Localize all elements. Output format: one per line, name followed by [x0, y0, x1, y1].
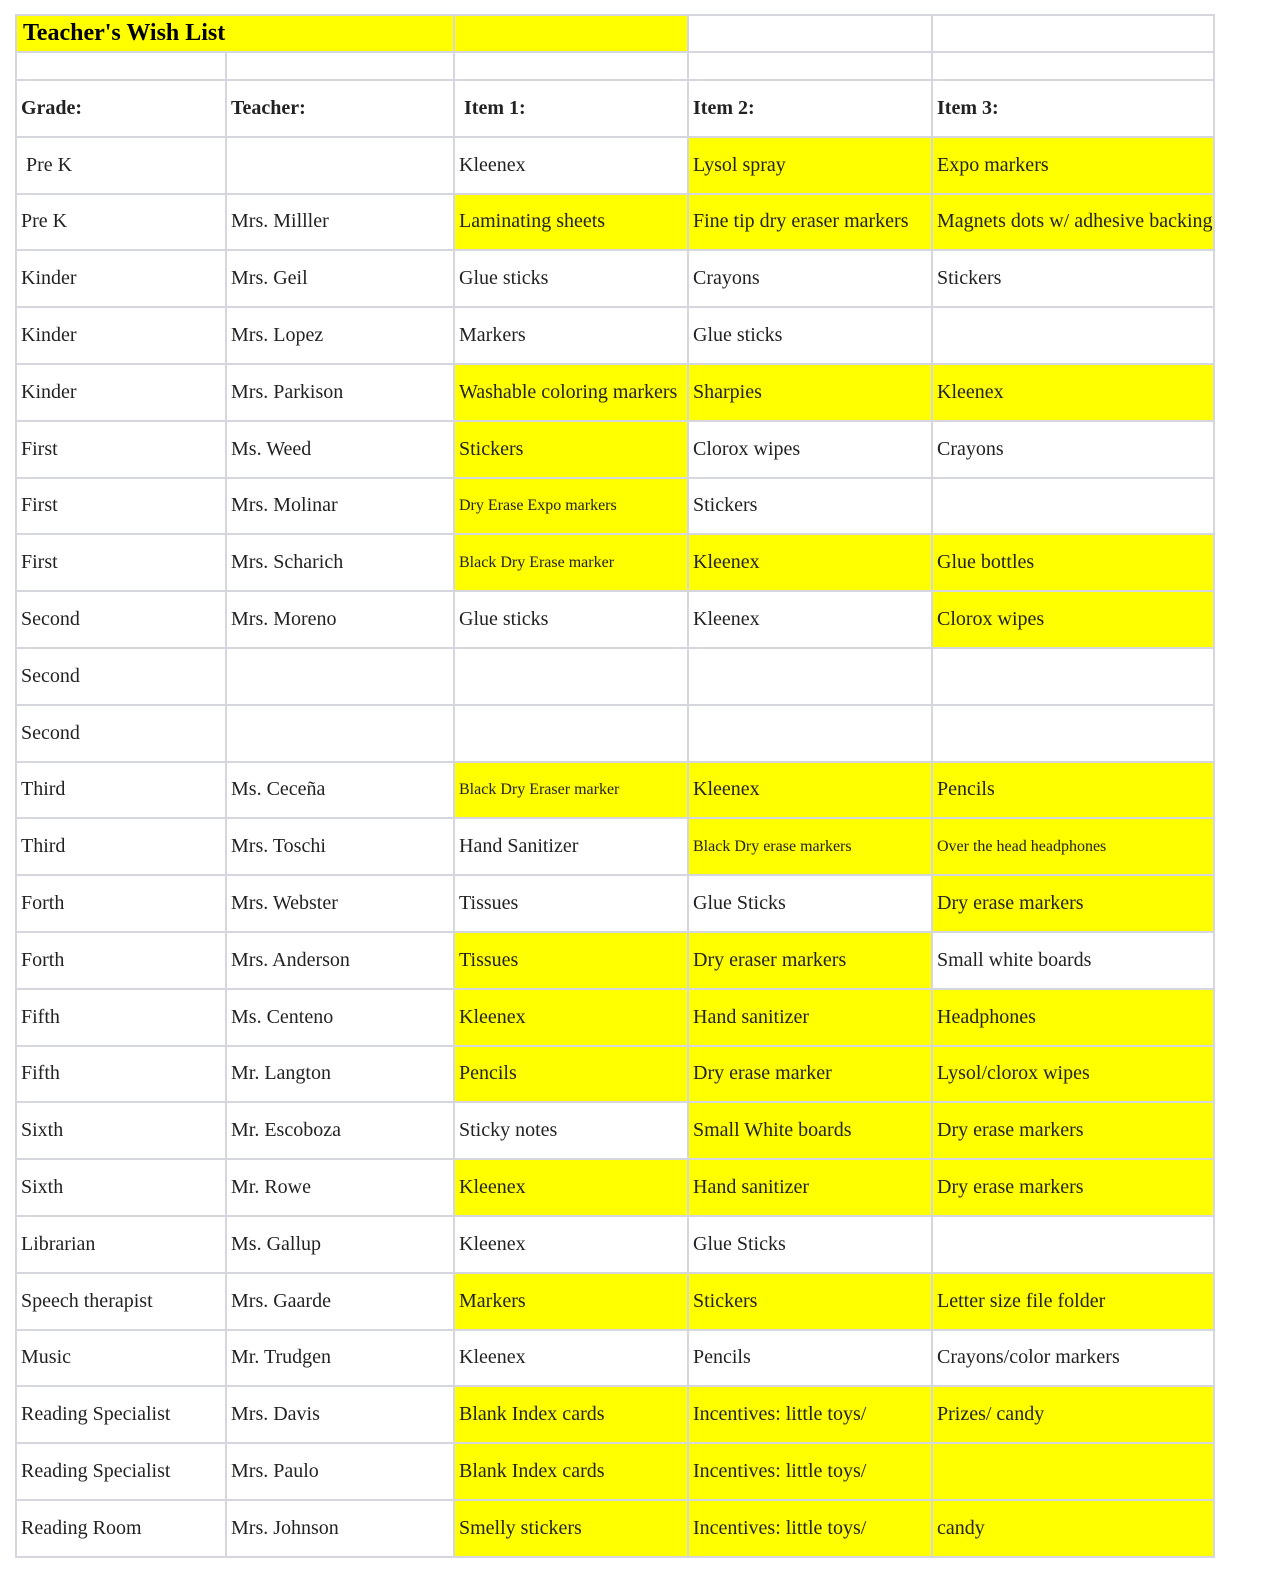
- item-1-cell[interactable]: Hand Sanitizer: [454, 818, 688, 875]
- teacher-cell[interactable]: Ms. Ceceña: [226, 762, 454, 819]
- empty-cell[interactable]: [16, 52, 226, 80]
- item-2-cell[interactable]: Kleenex: [688, 591, 932, 648]
- header-teacher[interactable]: Teacher:: [226, 80, 454, 137]
- item-2-cell[interactable]: Sharpies: [688, 364, 932, 421]
- grade-cell[interactable]: Pre K: [16, 194, 226, 251]
- grade-cell[interactable]: Third: [16, 762, 226, 819]
- teacher-cell[interactable]: [226, 705, 454, 762]
- item-3-cell[interactable]: Dry erase markers: [932, 1159, 1214, 1216]
- table-row: [16, 307, 1214, 364]
- item-2-cell[interactable]: Hand sanitizer: [688, 989, 932, 1046]
- item-3-cell[interactable]: Dry erase markers: [932, 1102, 1214, 1159]
- item-1-cell[interactable]: Kleenex: [454, 1330, 688, 1387]
- header-item-1[interactable]: Item 1:: [454, 80, 688, 137]
- grade-cell[interactable]: Fifth: [16, 1046, 226, 1103]
- table-row: [16, 1330, 1214, 1387]
- item-3-cell[interactable]: Clorox wipes: [932, 591, 1214, 648]
- table-row: [16, 194, 1214, 251]
- table-row: [16, 1443, 1214, 1500]
- table-row: [16, 1102, 1214, 1159]
- teacher-cell[interactable]: Mrs. Geil: [226, 250, 454, 307]
- item-1-cell[interactable]: Dry Erase Expo markers: [454, 478, 688, 535]
- table-row: [16, 1046, 1214, 1103]
- table-row: [16, 1216, 1214, 1273]
- item-2-cell[interactable]: Small White boards: [688, 1102, 932, 1159]
- grade-cell[interactable]: Forth: [16, 875, 226, 932]
- table-row: [16, 1159, 1214, 1216]
- header-item-2[interactable]: Item 2:: [688, 80, 932, 137]
- blank-row: [16, 52, 1214, 80]
- grade-cell[interactable]: Kinder: [16, 307, 226, 364]
- item-3-cell[interactable]: Crayons/color markers: [932, 1330, 1214, 1387]
- item-3-cell[interactable]: Crayons: [932, 421, 1214, 478]
- item-1-cell[interactable]: Glue sticks: [454, 250, 688, 307]
- item-2-cell[interactable]: Black Dry erase markers: [688, 818, 932, 875]
- empty-cell[interactable]: [688, 15, 932, 52]
- wish-list-spreadsheet: [15, 14, 1215, 1558]
- item-2-cell[interactable]: Pencils: [688, 1330, 932, 1387]
- grade-cell[interactable]: First: [16, 478, 226, 535]
- grade-cell[interactable]: Sixth: [16, 1159, 226, 1216]
- item-1-cell[interactable]: Kleenex: [454, 989, 688, 1046]
- table-row: [16, 818, 1214, 875]
- empty-cell[interactable]: [932, 52, 1214, 80]
- empty-cell[interactable]: [226, 52, 454, 80]
- item-1-cell[interactable]: Tissues: [454, 875, 688, 932]
- item-1-cell[interactable]: Smelly stickers: [454, 1500, 688, 1557]
- item-2-cell[interactable]: Kleenex: [688, 534, 932, 591]
- grade-cell[interactable]: Kinder: [16, 364, 226, 421]
- item-2-cell[interactable]: Crayons: [688, 250, 932, 307]
- header-row: [16, 80, 1214, 137]
- item-2-cell[interactable]: Incentives: little toys/: [688, 1443, 932, 1500]
- teacher-cell[interactable]: [226, 648, 454, 705]
- item-1-cell[interactable]: Glue sticks: [454, 591, 688, 648]
- grade-cell[interactable]: Reading Specialist: [16, 1443, 226, 1500]
- item-2-cell[interactable]: Incentives: little toys/: [688, 1500, 932, 1557]
- item-3-cell[interactable]: candy: [932, 1500, 1214, 1557]
- item-3-cell[interactable]: Glue bottles: [932, 534, 1214, 591]
- table-row: [16, 1273, 1214, 1330]
- item-3-cell[interactable]: Over the head headphones: [932, 818, 1214, 875]
- teacher-cell[interactable]: Mr. Rowe: [226, 1159, 454, 1216]
- item-3-cell[interactable]: Lysol/clorox wipes: [932, 1046, 1214, 1103]
- item-1-cell[interactable]: Markers: [454, 307, 688, 364]
- teacher-cell[interactable]: Ms. Centeno: [226, 989, 454, 1046]
- teacher-cell[interactable]: Mrs. Johnson: [226, 1500, 454, 1557]
- item-2-cell[interactable]: Fine tip dry eraser markers: [688, 194, 932, 251]
- sheet-title[interactable]: Teacher's Wish List: [16, 15, 454, 52]
- table-row: [16, 875, 1214, 932]
- grade-cell[interactable]: Second: [16, 648, 226, 705]
- item-2-cell[interactable]: Clorox wipes: [688, 421, 932, 478]
- item-3-cell[interactable]: Kleenex: [932, 364, 1214, 421]
- teacher-cell[interactable]: Mr. Trudgen: [226, 1330, 454, 1387]
- item-3-cell[interactable]: [932, 705, 1214, 762]
- teacher-cell[interactable]: Mrs. Parkison: [226, 364, 454, 421]
- table-row: [16, 762, 1214, 819]
- table-row: [16, 989, 1214, 1046]
- grade-cell[interactable]: Kinder: [16, 250, 226, 307]
- empty-cell[interactable]: [454, 15, 688, 52]
- grade-cell[interactable]: Sixth: [16, 1102, 226, 1159]
- title-row: [16, 15, 1214, 52]
- teacher-cell[interactable]: Mrs. Lopez: [226, 307, 454, 364]
- item-3-cell[interactable]: Stickers: [932, 250, 1214, 307]
- item-2-cell[interactable]: Stickers: [688, 1273, 932, 1330]
- item-1-cell[interactable]: Kleenex: [454, 1159, 688, 1216]
- table-row: [16, 591, 1214, 648]
- teacher-cell[interactable]: Mr. Escoboza: [226, 1102, 454, 1159]
- table-row: [16, 1386, 1214, 1443]
- item-1-cell[interactable]: Tissues: [454, 932, 688, 989]
- item-3-cell[interactable]: [932, 1216, 1214, 1273]
- item-1-cell[interactable]: Blank Index cards: [454, 1386, 688, 1443]
- item-1-cell[interactable]: Kleenex: [454, 1216, 688, 1273]
- teacher-cell[interactable]: Ms. Gallup: [226, 1216, 454, 1273]
- table-row: [16, 648, 1214, 705]
- item-3-cell[interactable]: [932, 307, 1214, 364]
- grade-cell[interactable]: Fifth: [16, 989, 226, 1046]
- grade-cell[interactable]: Third: [16, 818, 226, 875]
- grade-cell[interactable]: First: [16, 534, 226, 591]
- item-3-cell[interactable]: Letter size file folder: [932, 1273, 1214, 1330]
- grade-cell[interactable]: Second: [16, 705, 226, 762]
- header-grade[interactable]: Grade:: [16, 80, 226, 137]
- table-row: [16, 250, 1214, 307]
- table-row: [16, 478, 1214, 535]
- item-2-cell[interactable]: Glue sticks: [688, 307, 932, 364]
- teacher-cell[interactable]: Mr. Langton: [226, 1046, 454, 1103]
- item-1-cell[interactable]: Pencils: [454, 1046, 688, 1103]
- grade-cell[interactable]: Forth: [16, 932, 226, 989]
- table-row: [16, 534, 1214, 591]
- empty-cell[interactable]: [454, 52, 688, 80]
- grade-cell[interactable]: Pre K: [16, 137, 226, 194]
- teacher-cell[interactable]: Ms. Weed: [226, 421, 454, 478]
- empty-cell[interactable]: [688, 52, 932, 80]
- grade-cell[interactable]: First: [16, 421, 226, 478]
- item-2-cell[interactable]: Incentives: little toys/: [688, 1386, 932, 1443]
- teacher-cell[interactable]: Mrs. Webster: [226, 875, 454, 932]
- teacher-cell[interactable]: Mrs. Toschi: [226, 818, 454, 875]
- item-1-cell[interactable]: Laminating sheets: [454, 194, 688, 251]
- table-row: [16, 421, 1214, 478]
- item-3-cell[interactable]: Prizes/ candy: [932, 1386, 1214, 1443]
- item-2-cell[interactable]: Dry eraser markers: [688, 932, 932, 989]
- item-3-cell[interactable]: [932, 648, 1214, 705]
- item-3-cell[interactable]: Headphones: [932, 989, 1214, 1046]
- teacher-cell[interactable]: Mrs. Molinar: [226, 478, 454, 535]
- item-1-cell[interactable]: [454, 648, 688, 705]
- teacher-cell[interactable]: [226, 137, 454, 194]
- teacher-cell[interactable]: Mrs. Gaarde: [226, 1273, 454, 1330]
- item-2-cell[interactable]: [688, 648, 932, 705]
- teacher-cell[interactable]: Mrs. Paulo: [226, 1443, 454, 1500]
- teacher-cell[interactable]: Mrs. Milller: [226, 194, 454, 251]
- item-1-cell[interactable]: Blank Index cards: [454, 1443, 688, 1500]
- item-1-cell[interactable]: Washable coloring markers: [454, 364, 688, 421]
- item-2-cell[interactable]: Kleenex: [688, 762, 932, 819]
- item-1-cell[interactable]: Sticky notes: [454, 1102, 688, 1159]
- item-2-cell[interactable]: Glue Sticks: [688, 875, 932, 932]
- item-3-cell[interactable]: [932, 1443, 1214, 1500]
- table-row: [16, 1500, 1214, 1557]
- item-3-cell[interactable]: Magnets dots w/ adhesive backing: [932, 194, 1214, 251]
- item-2-cell[interactable]: Dry erase marker: [688, 1046, 932, 1103]
- table-row: [16, 705, 1214, 762]
- item-1-cell[interactable]: Black Dry Eraser marker: [454, 762, 688, 819]
- grade-cell[interactable]: Speech therapist: [16, 1273, 226, 1330]
- grade-cell[interactable]: Music: [16, 1330, 226, 1387]
- table-row: [16, 932, 1214, 989]
- item-1-cell[interactable]: Black Dry Erase marker: [454, 534, 688, 591]
- header-item-3[interactable]: Item 3:: [932, 80, 1214, 137]
- teacher-cell[interactable]: Mrs. Scharich: [226, 534, 454, 591]
- grade-cell[interactable]: Second: [16, 591, 226, 648]
- item-1-cell[interactable]: Kleenex: [454, 137, 688, 194]
- teacher-cell[interactable]: Mrs. Davis: [226, 1386, 454, 1443]
- grade-cell[interactable]: Librarian: [16, 1216, 226, 1273]
- item-2-cell[interactable]: Glue Sticks: [688, 1216, 932, 1273]
- item-3-cell[interactable]: Small white boards: [932, 932, 1214, 989]
- grade-cell[interactable]: Reading Room: [16, 1500, 226, 1557]
- item-3-cell[interactable]: Pencils: [932, 762, 1214, 819]
- item-2-cell[interactable]: [688, 705, 932, 762]
- item-3-cell[interactable]: [932, 478, 1214, 535]
- item-1-cell[interactable]: Stickers: [454, 421, 688, 478]
- item-1-cell[interactable]: Markers: [454, 1273, 688, 1330]
- teacher-cell[interactable]: Mrs. Anderson: [226, 932, 454, 989]
- table-row: [16, 364, 1214, 421]
- grade-cell[interactable]: Reading Specialist: [16, 1386, 226, 1443]
- item-3-cell[interactable]: Dry erase markers: [932, 875, 1214, 932]
- empty-cell[interactable]: [932, 15, 1214, 52]
- teacher-cell[interactable]: Mrs. Moreno: [226, 591, 454, 648]
- item-2-cell[interactable]: Lysol spray: [688, 137, 932, 194]
- item-2-cell[interactable]: Hand sanitizer: [688, 1159, 932, 1216]
- table-row: [16, 137, 1214, 194]
- item-2-cell[interactable]: Stickers: [688, 478, 932, 535]
- item-1-cell[interactable]: [454, 705, 688, 762]
- item-3-cell[interactable]: Expo markers: [932, 137, 1214, 194]
